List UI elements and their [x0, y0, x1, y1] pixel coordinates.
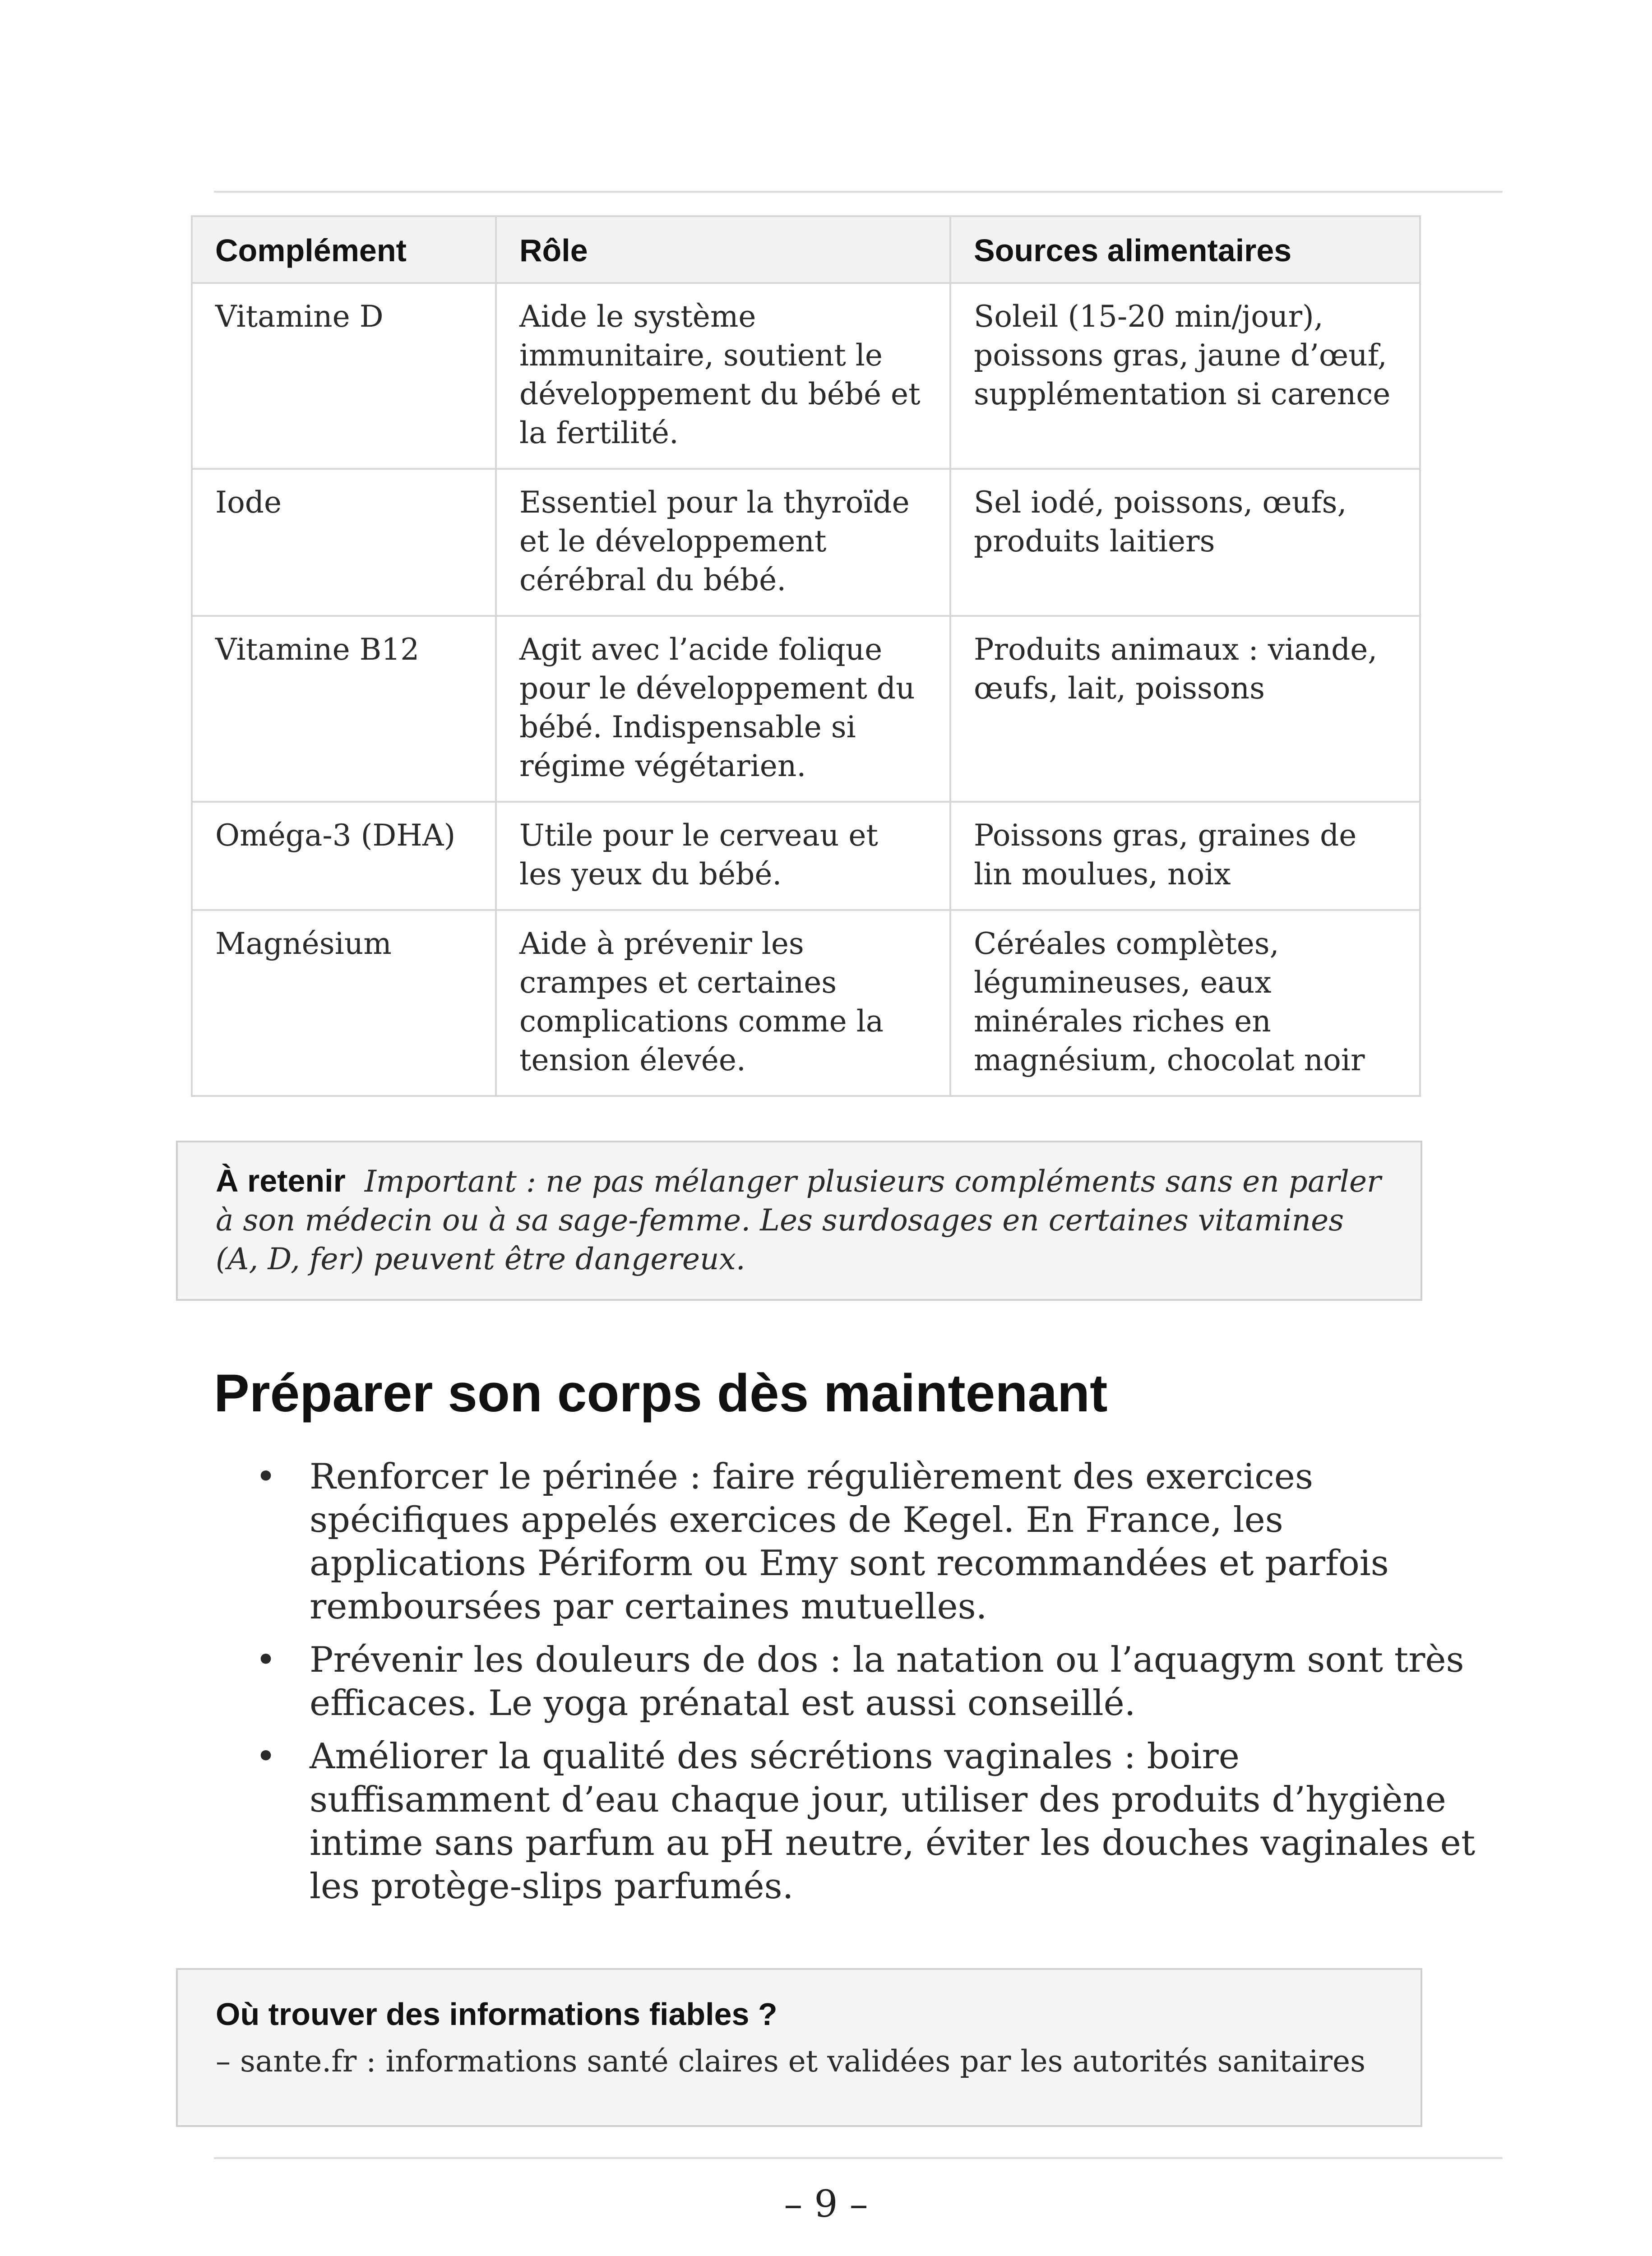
column-header-sources: Sources alimentaires: [950, 216, 1420, 283]
table-cell: Sel iodé, poissons, œufs, produits laitiers: [950, 469, 1420, 616]
table-cell: Produits animaux : viande, œufs, lait, poissons: [950, 616, 1420, 802]
info-callout: [176, 1968, 1422, 2127]
table-row: [192, 910, 1420, 1096]
retenir-callout: [176, 1141, 1422, 1301]
column-header-role: Rôle: [496, 216, 950, 283]
list-item: [214, 1455, 1477, 1628]
bullet-icon: •: [255, 1456, 277, 1497]
supplements-table: [191, 215, 1421, 1097]
retenir-text: Important : ne pas mélanger plusieurs compléments sans en parler à son médecin ou à sa sage-femme. Les surdosages en certaines vitamines (A, D, fer) peuvent être dangereux.: [216, 1164, 1381, 1276]
table-row: [192, 802, 1420, 910]
table-cell: Aide à prévenir les crampes et certaines complications comme la tension élevée.: [496, 910, 950, 1096]
table-cell: Oméga-3 (DHA): [192, 802, 496, 910]
info-title: Où trouver des informations fiables ?: [216, 1997, 777, 2032]
column-header-complement: Complément: [192, 216, 496, 283]
table-cell: Poissons gras, graines de lin moulues, noix: [950, 802, 1420, 910]
table-cell: Vitamine D: [192, 283, 496, 469]
bottom-rule: [214, 2157, 1503, 2159]
table-cell: Céréales complètes, légumineuses, eaux minérales riches en magnésium, chocolat noir: [950, 910, 1420, 1096]
table-row: [192, 469, 1420, 616]
table-cell: Utile pour le cerveau et les yeux du bébé.: [496, 802, 950, 910]
table-cell: Magnésium: [192, 910, 496, 1096]
table-cell: Soleil (15-20 min/jour), poissons gras, jaune d’œuf, supplémentation si carence: [950, 283, 1420, 469]
retenir-label: À retenir: [216, 1163, 346, 1198]
list-item-text: Prévenir les douleurs de dos : la natation ou l’aquagym sont très efficaces. Le yoga prénatal est aussi conseillé.: [310, 1640, 1464, 1724]
bullet-icon: •: [255, 1640, 277, 1680]
list-item-text: Améliorer la qualité des sécrétions vaginales : boire suffisamment d’eau chaque jour, utiliser des produits d’hygiène intime sans parfum au pH neutre, éviter les douches vaginales et les protège-slips parfumés.: [310, 1736, 1476, 1907]
table-cell: Aide le système immunitaire, soutient le développement du bébé et la fertilité.: [496, 283, 950, 469]
list-item: [214, 1735, 1477, 1908]
table-cell: Essentiel pour la thyroïde et le développement cérébral du bébé.: [496, 469, 950, 616]
list-item-text: Renforcer le périnée : faire régulièrement des exercices spécifiques appelés exercices de Kegel. En France, les applications Périform ou Emy sont recommandées et parfois remboursées par certaines mutuelles.: [310, 1456, 1389, 1627]
list-item: [214, 1638, 1477, 1725]
section-title: Préparer son corps dès maintenant: [214, 1364, 1108, 1423]
table-cell: Vitamine B12: [192, 616, 496, 802]
table-cell: Agit avec l’acide folique pour le développement du bébé. Indispensable si régime végétarien.: [496, 616, 950, 802]
bullet-icon: •: [255, 1736, 277, 1777]
top-rule: [214, 191, 1503, 193]
bullet-list: [214, 1455, 1477, 1918]
table-row: [192, 283, 1420, 469]
table-row: [192, 616, 1420, 802]
page-number: – 9 –: [784, 2183, 868, 2226]
table-cell: Iode: [192, 469, 496, 616]
info-line: – sante.fr : informations santé claires et validées par les autorités sanitaires: [216, 2044, 1365, 2079]
table-header-row: [192, 216, 1420, 283]
